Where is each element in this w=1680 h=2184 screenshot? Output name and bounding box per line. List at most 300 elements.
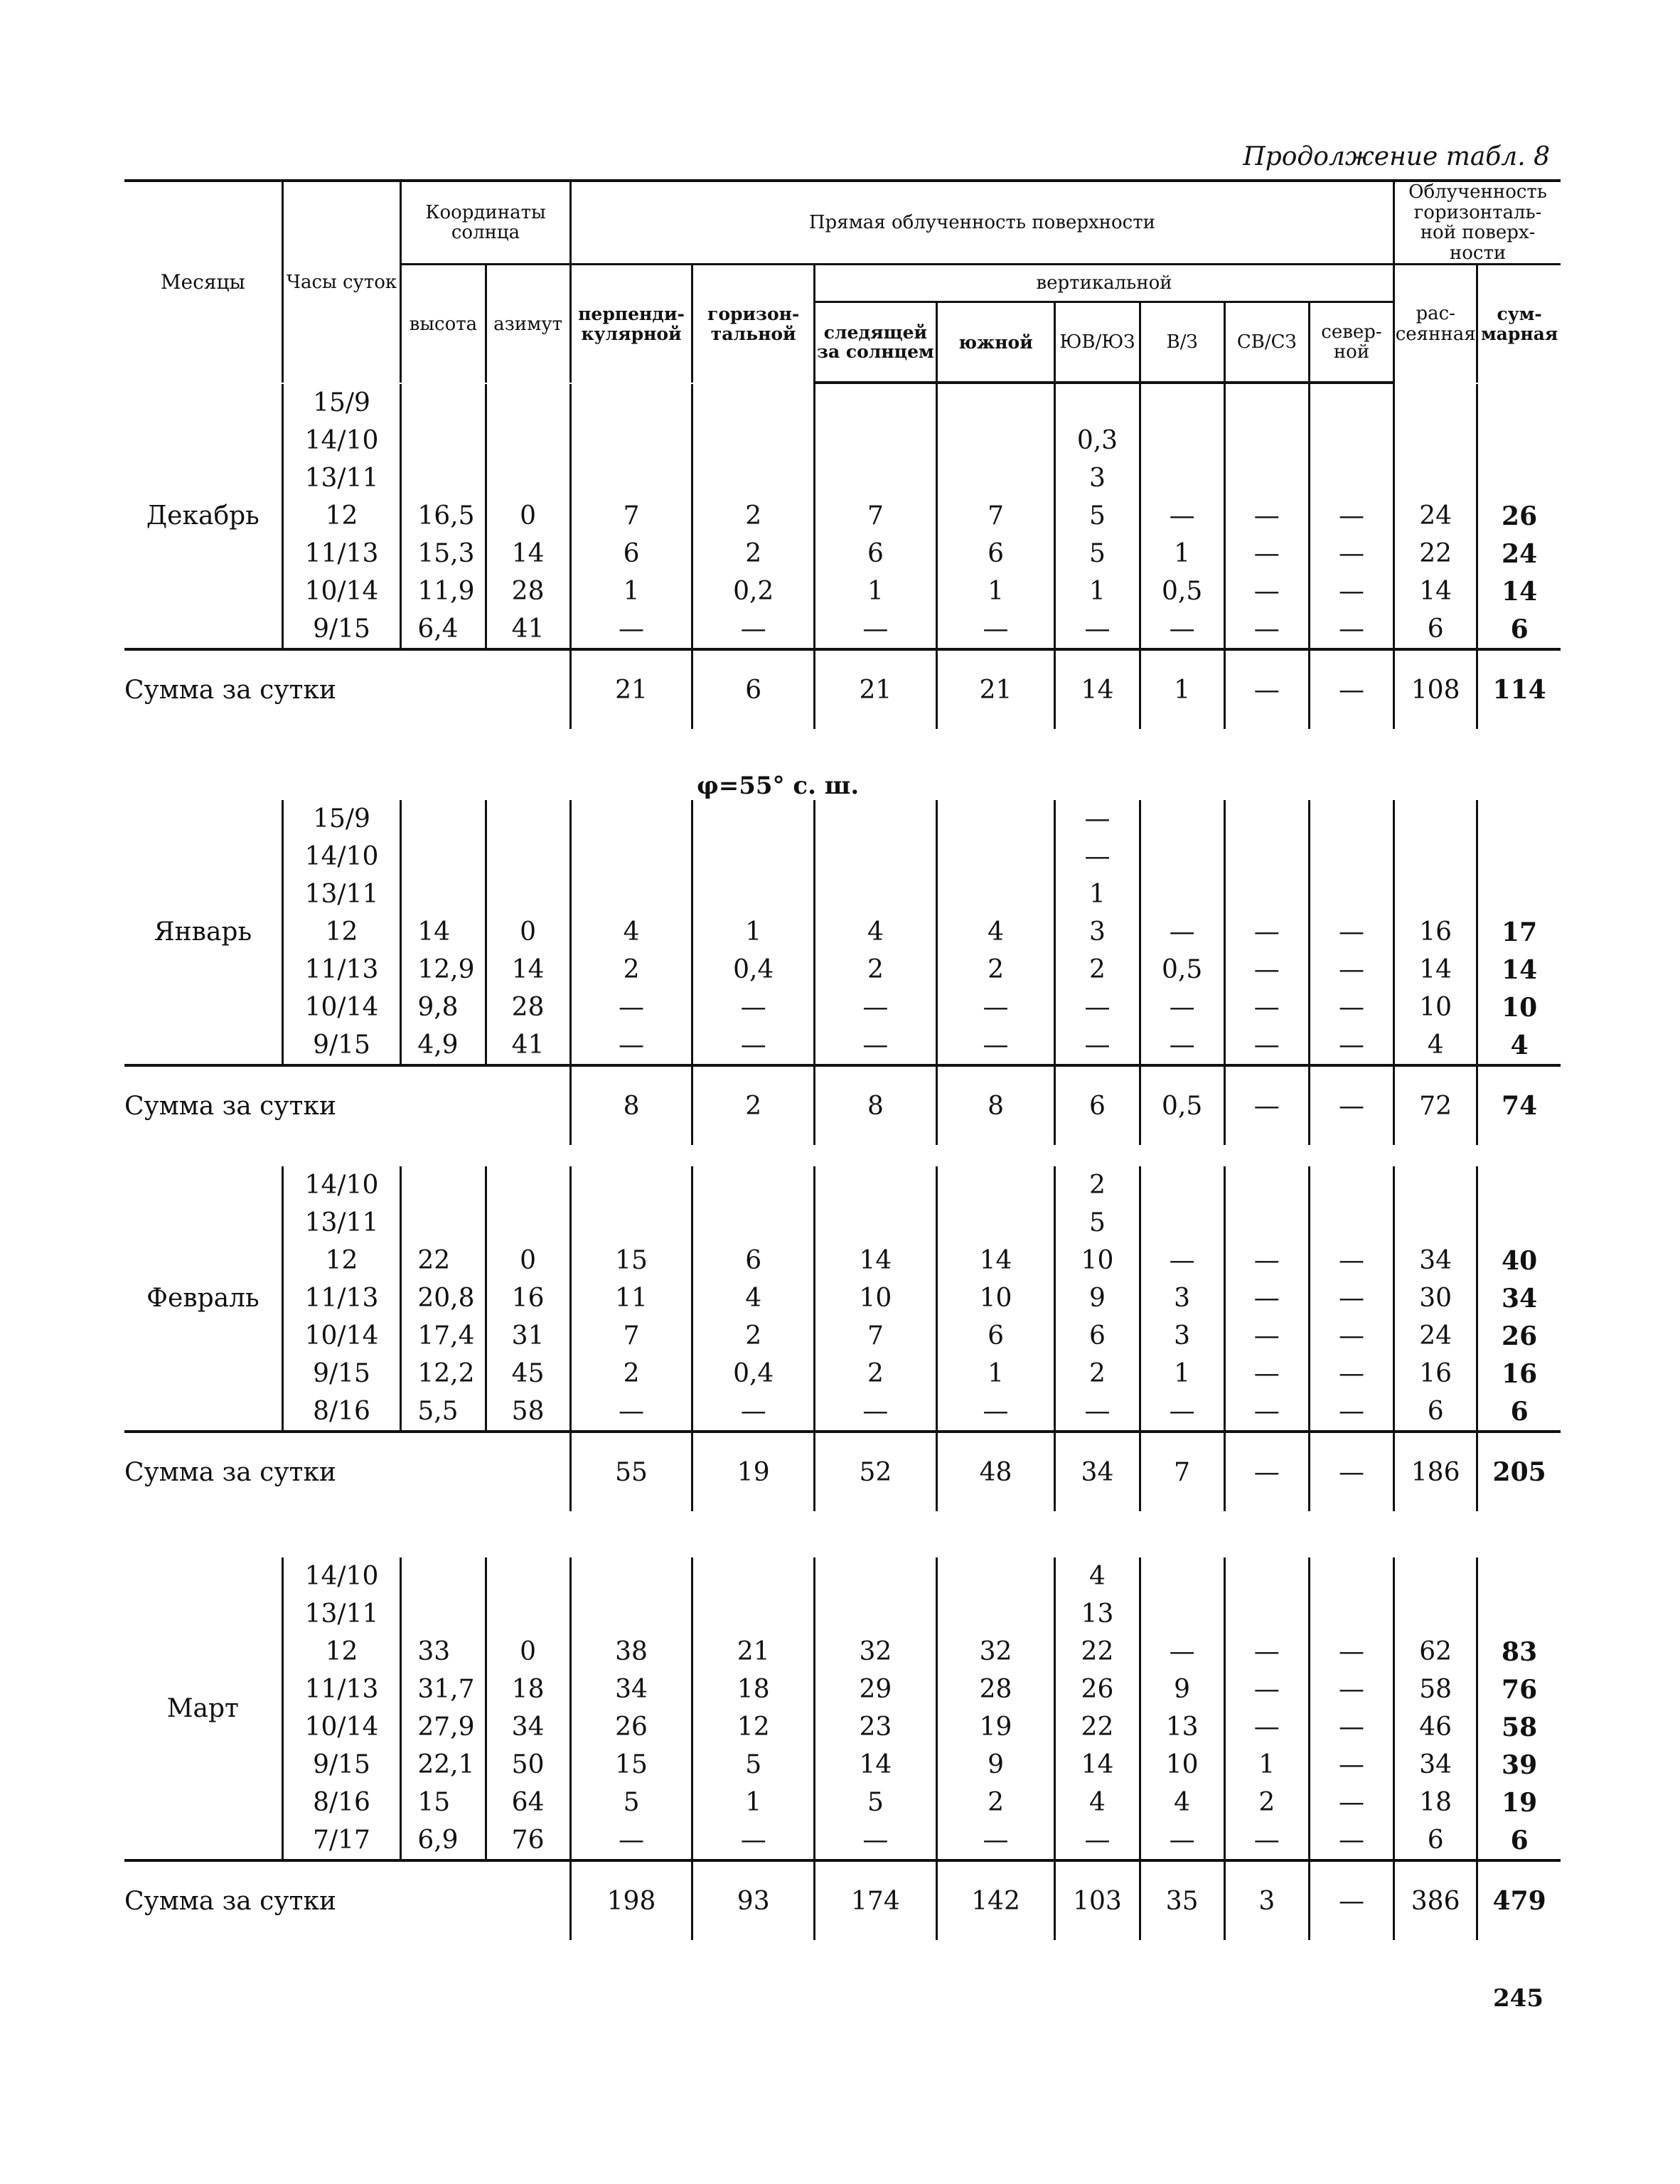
cell-azimuth: 28 — [486, 572, 570, 610]
cell-perpendicular — [570, 838, 692, 875]
cell-hour: 15/9 — [282, 384, 401, 422]
cell-hour: 11/13 — [282, 1671, 401, 1708]
cell-se-sw: 3 — [1055, 459, 1140, 497]
table-row — [124, 1671, 1561, 1708]
cell-diffuse: 24 — [1394, 497, 1477, 535]
table-row — [124, 497, 1561, 535]
cell-hour: 13/11 — [282, 1595, 401, 1633]
cell-altitude: 22,1 — [401, 1746, 486, 1784]
cell-tracking — [815, 875, 937, 913]
cell-altitude — [401, 384, 486, 422]
cell-horizontal: — — [692, 1821, 815, 1860]
cell-horizontal: 18 — [692, 1671, 815, 1708]
cell-se-sw: 22 — [1055, 1633, 1140, 1671]
cell-e-w: — — [1140, 1392, 1224, 1432]
cell-perpendicular: 7 — [570, 497, 692, 535]
cell-perpendicular: — — [570, 1821, 692, 1860]
cell-e-w: 0,5 — [1140, 572, 1224, 610]
cell-south: 4 — [936, 913, 1055, 951]
cell-horizontal — [692, 838, 815, 875]
cell-tracking — [815, 800, 937, 838]
col-horiz-irr: Облученность горизонталь- ной поверх- ности — [1394, 181, 1561, 265]
cell-e-w — [1140, 1166, 1224, 1204]
cell-horizontal: 4 — [692, 1279, 815, 1317]
cell-north: — — [1309, 989, 1393, 1026]
table-caption: Продолжение табл. 8 — [1243, 142, 1550, 171]
cell-se-sw: — — [1055, 838, 1140, 875]
cell-diffuse: 4 — [1394, 1026, 1477, 1065]
table-row — [124, 1166, 1561, 1204]
cell-e-w: — — [1140, 989, 1224, 1026]
table-row — [124, 610, 1561, 649]
cell-diffuse: 62 — [1394, 1633, 1477, 1671]
cell-e-w: 10 — [1140, 1746, 1224, 1784]
cell-north: — — [1309, 913, 1393, 951]
cell-altitude: 31,7 — [401, 1671, 486, 1708]
sum-north: — — [1309, 649, 1393, 729]
sum-label: Сумма за сутки — [124, 1860, 570, 1940]
cell-north: — — [1309, 535, 1393, 572]
cell-altitude: 12,9 — [401, 951, 486, 989]
cell-hour: 9/15 — [282, 1026, 401, 1065]
cell-horizontal: 1 — [692, 913, 815, 951]
section-december — [124, 384, 1561, 729]
cell-hour: 15/9 — [282, 800, 401, 838]
cell-ne-nw: 1 — [1224, 1746, 1309, 1784]
cell-hour: 14/10 — [282, 1557, 401, 1595]
cell-south — [936, 838, 1055, 875]
cell-e-w: 4 — [1140, 1784, 1224, 1821]
table-row — [124, 989, 1561, 1026]
sum-row — [124, 1065, 1561, 1145]
cell-north: — — [1309, 1242, 1393, 1279]
cell-diffuse — [1394, 422, 1477, 459]
cell-north: — — [1309, 1671, 1393, 1708]
cell-ne-nw: 2 — [1224, 1784, 1309, 1821]
cell-hour: 14/10 — [282, 1166, 401, 1204]
cell-azimuth: 64 — [486, 1784, 570, 1821]
cell-north: — — [1309, 497, 1393, 535]
cell-horizontal: 12 — [692, 1708, 815, 1746]
cell-horizontal: 21 — [692, 1633, 815, 1671]
cell-altitude: 11,9 — [401, 572, 486, 610]
cell-perpendicular — [570, 1166, 692, 1204]
cell-azimuth: 45 — [486, 1355, 570, 1392]
cell-ne-nw — [1224, 800, 1309, 838]
cell-south — [936, 1166, 1055, 1204]
cell-tracking: 29 — [815, 1671, 937, 1708]
cell-diffuse: 6 — [1394, 610, 1477, 649]
cell-e-w: — — [1140, 913, 1224, 951]
cell-total — [1477, 800, 1561, 838]
cell-north — [1309, 875, 1393, 913]
cell-hour: 8/16 — [282, 1784, 401, 1821]
cell-south — [936, 1557, 1055, 1595]
cell-tracking — [815, 1166, 937, 1204]
col-se-sw: ЮВ/ЮЗ — [1055, 302, 1140, 383]
cell-total: 26 — [1477, 1317, 1561, 1355]
cell-e-w — [1140, 875, 1224, 913]
table-row — [124, 1557, 1561, 1595]
cell-horizontal: — — [692, 610, 815, 649]
cell-ne-nw: — — [1224, 1317, 1309, 1355]
cell-north: — — [1309, 1279, 1393, 1317]
cell-azimuth — [486, 1166, 570, 1204]
cell-hour: 12 — [282, 497, 401, 535]
cell-se-sw: — — [1055, 610, 1140, 649]
cell-tracking: — — [815, 989, 937, 1026]
cell-ne-nw: — — [1224, 913, 1309, 951]
col-north: север- ной — [1309, 302, 1393, 383]
cell-diffuse: 6 — [1394, 1821, 1477, 1860]
cell-altitude: 15 — [401, 1784, 486, 1821]
cell-e-w — [1140, 384, 1224, 422]
sum-perpendicular: 8 — [570, 1065, 692, 1145]
cell-perpendicular: — — [570, 1026, 692, 1065]
cell-diffuse: 24 — [1394, 1317, 1477, 1355]
cell-hour: 11/13 — [282, 951, 401, 989]
cell-ne-nw: — — [1224, 610, 1309, 649]
cell-north: — — [1309, 1708, 1393, 1746]
table-row — [124, 1279, 1561, 1317]
table-row — [124, 1784, 1561, 1821]
cell-north — [1309, 459, 1393, 497]
cell-se-sw: — — [1055, 1821, 1140, 1860]
cell-south: — — [936, 1821, 1055, 1860]
cell-hour: 12 — [282, 913, 401, 951]
cell-total: 76 — [1477, 1671, 1561, 1708]
sum-south: 21 — [936, 649, 1055, 729]
cell-south: 9 — [936, 1746, 1055, 1784]
cell-tracking: 4 — [815, 913, 937, 951]
cell-horizontal: 2 — [692, 497, 815, 535]
cell-diffuse — [1394, 838, 1477, 875]
cell-e-w: 1 — [1140, 535, 1224, 572]
sum-ne-nw: — — [1224, 1065, 1309, 1145]
cell-south: 7 — [936, 497, 1055, 535]
cell-azimuth: 0 — [486, 913, 570, 951]
cell-tracking — [815, 838, 937, 875]
cell-se-sw: 26 — [1055, 1671, 1140, 1708]
cell-total: 58 — [1477, 1708, 1561, 1746]
cell-altitude: 16,5 — [401, 497, 486, 535]
cell-north — [1309, 1595, 1393, 1633]
cell-se-sw: 6 — [1055, 1317, 1140, 1355]
cell-diffuse: 58 — [1394, 1671, 1477, 1708]
cell-e-w: 13 — [1140, 1708, 1224, 1746]
sum-e-w: 1 — [1140, 649, 1224, 729]
cell-total: 40 — [1477, 1242, 1561, 1279]
cell-ne-nw: — — [1224, 1671, 1309, 1708]
cell-diffuse: 18 — [1394, 1784, 1477, 1821]
col-months: Месяцы — [124, 181, 282, 383]
cell-horizontal: 1 — [692, 1784, 815, 1821]
cell-altitude — [401, 800, 486, 838]
cell-azimuth: 0 — [486, 1242, 570, 1279]
cell-perpendicular: — — [570, 610, 692, 649]
cell-horizontal — [692, 1557, 815, 1595]
sum-diffuse: 108 — [1394, 649, 1477, 729]
cell-horizontal — [692, 1166, 815, 1204]
cell-hour: 12 — [282, 1242, 401, 1279]
cell-se-sw: 3 — [1055, 913, 1140, 951]
cell-horizontal: — — [692, 989, 815, 1026]
cell-horizontal — [692, 384, 815, 422]
cell-azimuth: 31 — [486, 1317, 570, 1355]
cell-perpendicular: 6 — [570, 535, 692, 572]
cell-se-sw: 14 — [1055, 1746, 1140, 1784]
cell-total: 6 — [1477, 1821, 1561, 1860]
cell-horizontal — [692, 875, 815, 913]
table-row — [124, 459, 1561, 497]
sum-tracking: 174 — [815, 1860, 937, 1940]
cell-azimuth: 41 — [486, 610, 570, 649]
cell-altitude — [401, 1595, 486, 1633]
cell-diffuse — [1394, 1595, 1477, 1633]
cell-perpendicular: 7 — [570, 1317, 692, 1355]
sum-se-sw: 34 — [1055, 1432, 1140, 1511]
table-row — [124, 1204, 1561, 1242]
cell-ne-nw: — — [1224, 1279, 1309, 1317]
cell-hour: 10/14 — [282, 1317, 401, 1355]
col-vertical: вертикальной — [815, 265, 1394, 302]
cell-total: 83 — [1477, 1633, 1561, 1671]
cell-diffuse — [1394, 800, 1477, 838]
col-azimuth: азимут — [486, 265, 570, 383]
cell-perpendicular — [570, 1595, 692, 1633]
sum-ne-nw: — — [1224, 649, 1309, 729]
cell-e-w: — — [1140, 1026, 1224, 1065]
cell-e-w — [1140, 422, 1224, 459]
cell-se-sw: 22 — [1055, 1708, 1140, 1746]
cell-tracking: — — [815, 1026, 937, 1065]
sum-total: 479 — [1477, 1860, 1561, 1940]
cell-perpendicular — [570, 1557, 692, 1595]
col-e-w: В/З — [1140, 302, 1224, 383]
cell-total: 14 — [1477, 572, 1561, 610]
cell-hour: 7/17 — [282, 1821, 401, 1860]
cell-tracking: — — [815, 1821, 937, 1860]
cell-perpendicular: 15 — [570, 1746, 692, 1784]
cell-hour: 12 — [282, 1633, 401, 1671]
cell-ne-nw: — — [1224, 497, 1309, 535]
cell-se-sw: 9 — [1055, 1279, 1140, 1317]
cell-azimuth — [486, 1595, 570, 1633]
sum-total: 205 — [1477, 1432, 1561, 1511]
cell-altitude: 15,3 — [401, 535, 486, 572]
table-row — [124, 1355, 1561, 1392]
col-horizontal: горизон- тальной — [692, 265, 815, 383]
table-row — [124, 1708, 1561, 1746]
cell-se-sw: 1 — [1055, 572, 1140, 610]
table-row — [124, 838, 1561, 875]
cell-diffuse: 34 — [1394, 1242, 1477, 1279]
table-row — [124, 913, 1561, 951]
cell-north: — — [1309, 1821, 1393, 1860]
cell-hour: 10/14 — [282, 989, 401, 1026]
cell-total: 34 — [1477, 1279, 1561, 1317]
cell-altitude — [401, 422, 486, 459]
cell-altitude: 6,9 — [401, 1821, 486, 1860]
cell-perpendicular: 4 — [570, 913, 692, 951]
cell-azimuth: 0 — [486, 1633, 570, 1671]
cell-hour: 9/15 — [282, 610, 401, 649]
cell-se-sw: 5 — [1055, 535, 1140, 572]
cell-e-w — [1140, 800, 1224, 838]
cell-south: 6 — [936, 1317, 1055, 1355]
cell-tracking: 5 — [815, 1784, 937, 1821]
cell-e-w: — — [1140, 1633, 1224, 1671]
cell-altitude: 4,9 — [401, 1026, 486, 1065]
cell-hour: 10/14 — [282, 1708, 401, 1746]
cell-e-w — [1140, 1204, 1224, 1242]
cell-e-w: — — [1140, 1242, 1224, 1279]
cell-diffuse — [1394, 1204, 1477, 1242]
cell-altitude: 17,4 — [401, 1317, 486, 1355]
cell-tracking — [815, 1557, 937, 1595]
cell-perpendicular — [570, 459, 692, 497]
cell-ne-nw: — — [1224, 1355, 1309, 1392]
cell-ne-nw — [1224, 1595, 1309, 1633]
cell-ne-nw: — — [1224, 1026, 1309, 1065]
cell-horizontal: — — [692, 1392, 815, 1432]
cell-ne-nw: — — [1224, 951, 1309, 989]
cell-north — [1309, 422, 1393, 459]
sum-e-w: 0,5 — [1140, 1065, 1224, 1145]
cell-tracking: 7 — [815, 1317, 937, 1355]
cell-perpendicular: — — [570, 1392, 692, 1432]
cell-perpendicular: 15 — [570, 1242, 692, 1279]
col-sun-coords: Координаты солнца — [401, 181, 570, 265]
cell-altitude: 14 — [401, 913, 486, 951]
cell-south: 6 — [936, 535, 1055, 572]
cell-diffuse — [1394, 384, 1477, 422]
cell-altitude: 12,2 — [401, 1355, 486, 1392]
table-row — [124, 875, 1561, 913]
cell-e-w: — — [1140, 610, 1224, 649]
section-january — [124, 800, 1561, 1145]
cell-tracking: 6 — [815, 535, 937, 572]
cell-horizontal: 0,4 — [692, 1355, 815, 1392]
cell-perpendicular: 5 — [570, 1784, 692, 1821]
cell-e-w: 1 — [1140, 1355, 1224, 1392]
cell-hour: 8/16 — [282, 1392, 401, 1432]
sum-perpendicular: 198 — [570, 1860, 692, 1940]
cell-ne-nw: — — [1224, 1633, 1309, 1671]
cell-tracking — [815, 1595, 937, 1633]
table-row — [124, 1595, 1561, 1633]
cell-ne-nw: — — [1224, 1242, 1309, 1279]
sum-diffuse: 186 — [1394, 1432, 1477, 1511]
cell-north: — — [1309, 1746, 1393, 1784]
cell-ne-nw: — — [1224, 989, 1309, 1026]
sum-total: 74 — [1477, 1065, 1561, 1145]
cell-north — [1309, 800, 1393, 838]
cell-total — [1477, 384, 1561, 422]
cell-diffuse: 16 — [1394, 1355, 1477, 1392]
table-row — [124, 1026, 1561, 1065]
cell-north: — — [1309, 610, 1393, 649]
table-row — [124, 1821, 1561, 1860]
cell-total: 6 — [1477, 1392, 1561, 1432]
cell-se-sw: 1 — [1055, 875, 1140, 913]
sum-ne-nw: 3 — [1224, 1860, 1309, 1940]
cell-azimuth — [486, 800, 570, 838]
cell-se-sw: 4 — [1055, 1784, 1140, 1821]
section-march — [124, 1557, 1561, 1940]
cell-tracking: 2 — [815, 951, 937, 989]
cell-se-sw: 5 — [1055, 497, 1140, 535]
cell-north — [1309, 384, 1393, 422]
page-number: 245 — [1493, 1984, 1543, 2013]
sum-se-sw: 14 — [1055, 649, 1140, 729]
cell-horizontal — [692, 1595, 815, 1633]
cell-horizontal: 0,4 — [692, 951, 815, 989]
cell-ne-nw: — — [1224, 1392, 1309, 1432]
cell-diffuse — [1394, 459, 1477, 497]
cell-south: 28 — [936, 1671, 1055, 1708]
month-name: Январь — [154, 917, 252, 947]
table-row — [124, 1392, 1561, 1432]
cell-ne-nw — [1224, 1204, 1309, 1242]
cell-diffuse: 14 — [1394, 951, 1477, 989]
cell-south: 1 — [936, 572, 1055, 610]
table-row — [124, 384, 1561, 422]
cell-total — [1477, 838, 1561, 875]
cell-tracking: 14 — [815, 1746, 937, 1784]
cell-e-w: 3 — [1140, 1279, 1224, 1317]
cell-total — [1477, 1166, 1561, 1204]
sum-ne-nw: — — [1224, 1432, 1309, 1511]
sum-se-sw: 6 — [1055, 1065, 1140, 1145]
cell-total — [1477, 422, 1561, 459]
cell-total — [1477, 1557, 1561, 1595]
table-row — [124, 1746, 1561, 1784]
cell-horizontal: — — [692, 1026, 815, 1065]
cell-hour: 14/10 — [282, 422, 401, 459]
cell-se-sw: — — [1055, 989, 1140, 1026]
cell-azimuth — [486, 875, 570, 913]
cell-tracking: 23 — [815, 1708, 937, 1746]
table-header — [124, 179, 1561, 384]
sum-north: — — [1309, 1860, 1393, 1940]
cell-azimuth: 76 — [486, 1821, 570, 1860]
cell-azimuth: 50 — [486, 1746, 570, 1784]
cell-south: — — [936, 1026, 1055, 1065]
cell-diffuse: 46 — [1394, 1708, 1477, 1746]
cell-e-w — [1140, 459, 1224, 497]
cell-diffuse — [1394, 1557, 1477, 1595]
cell-azimuth — [486, 838, 570, 875]
cell-e-w — [1140, 1595, 1224, 1633]
cell-south: — — [936, 989, 1055, 1026]
cell-horizontal — [692, 459, 815, 497]
cell-north: — — [1309, 1317, 1393, 1355]
cell-altitude: 20,8 — [401, 1279, 486, 1317]
cell-altitude — [401, 459, 486, 497]
cell-diffuse: 10 — [1394, 989, 1477, 1026]
table-row — [124, 535, 1561, 572]
cell-tracking: 32 — [815, 1633, 937, 1671]
cell-hour: 13/11 — [282, 875, 401, 913]
cell-e-w — [1140, 838, 1224, 875]
cell-se-sw: 4 — [1055, 1557, 1140, 1595]
cell-azimuth — [486, 1204, 570, 1242]
cell-tracking — [815, 384, 937, 422]
cell-south — [936, 422, 1055, 459]
cell-south — [936, 800, 1055, 838]
cell-altitude — [401, 875, 486, 913]
